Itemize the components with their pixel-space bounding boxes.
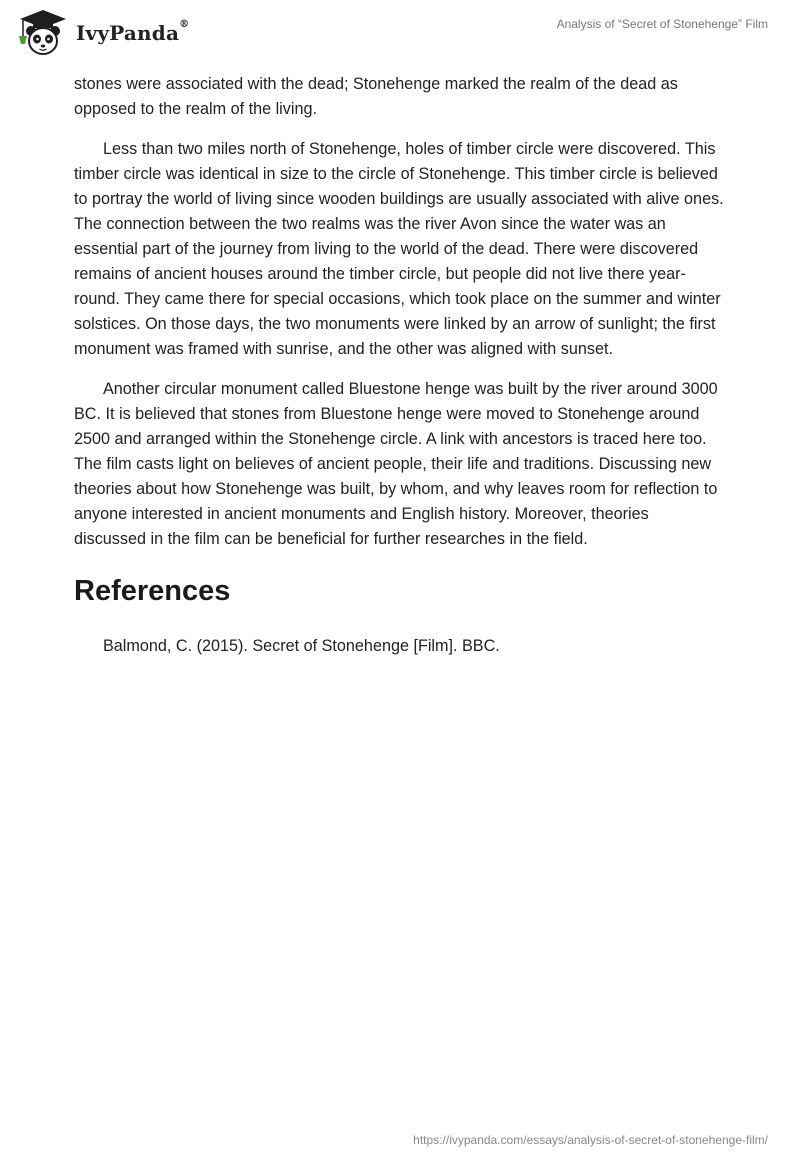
reference-entry: Balmond, C. (2015). Secret of Stonehenge [Film]. BBC. (103, 637, 500, 655)
ivypanda-logo[interactable] (14, 8, 189, 58)
body-paragraph: Less than two miles north of Stonehenge, holes of timber circle were discovered. This timber circle was identical in size to the circle of Stonehenge. This timber circle is believed to portray the world of living since wooden buildings are usually associated with alive ones. The connection between the two realms was the river Avon since the water was an essential part of the journey from living to the world of the dead. There were discovered remains of ancient houses around the timber circle, but people did not live there year-round. They came there for special occasions, which took place on the summer and winter solstices. On those days, the two monuments were linked by an arrow of sunlight; the first monument was framed with sunrise, and the other was aligned with sunset. (74, 140, 724, 358)
footer-source-url[interactable]: https://ivypanda.com/essays/analysis-of-secret-of-stonehenge-film/ (413, 1133, 768, 1147)
panda-graduate-icon (14, 8, 72, 58)
document-title: Analysis of “Secret of Stonehenge” Film (556, 17, 768, 31)
body-paragraph: stones were associated with the dead; Stonehenge marked the realm of the dead as opposed to the realm of the living. (74, 75, 678, 118)
body-paragraph: Another circular monument called Bluestone henge was built by the river around 3000 BC. It is believed that stones from Bluestone henge were moved to Stonehenge around 2500 and arranged within the Stonehenge circle. A link with ancestors is traced here too. The film casts light on believes of ancient people, their life and traditions. Discussing new theories about how Stonehenge was built, by whom, and why leaves room for reflection to anyone interested in ancient monuments and English history. Moreover, theories discussed in the film can be beneficial for further researches in the field. (74, 380, 718, 548)
essay-content (74, 72, 724, 659)
page-header (0, 0, 800, 64)
logo-wordmark: IvyPanda® (76, 19, 190, 45)
references-heading: References (74, 575, 231, 607)
